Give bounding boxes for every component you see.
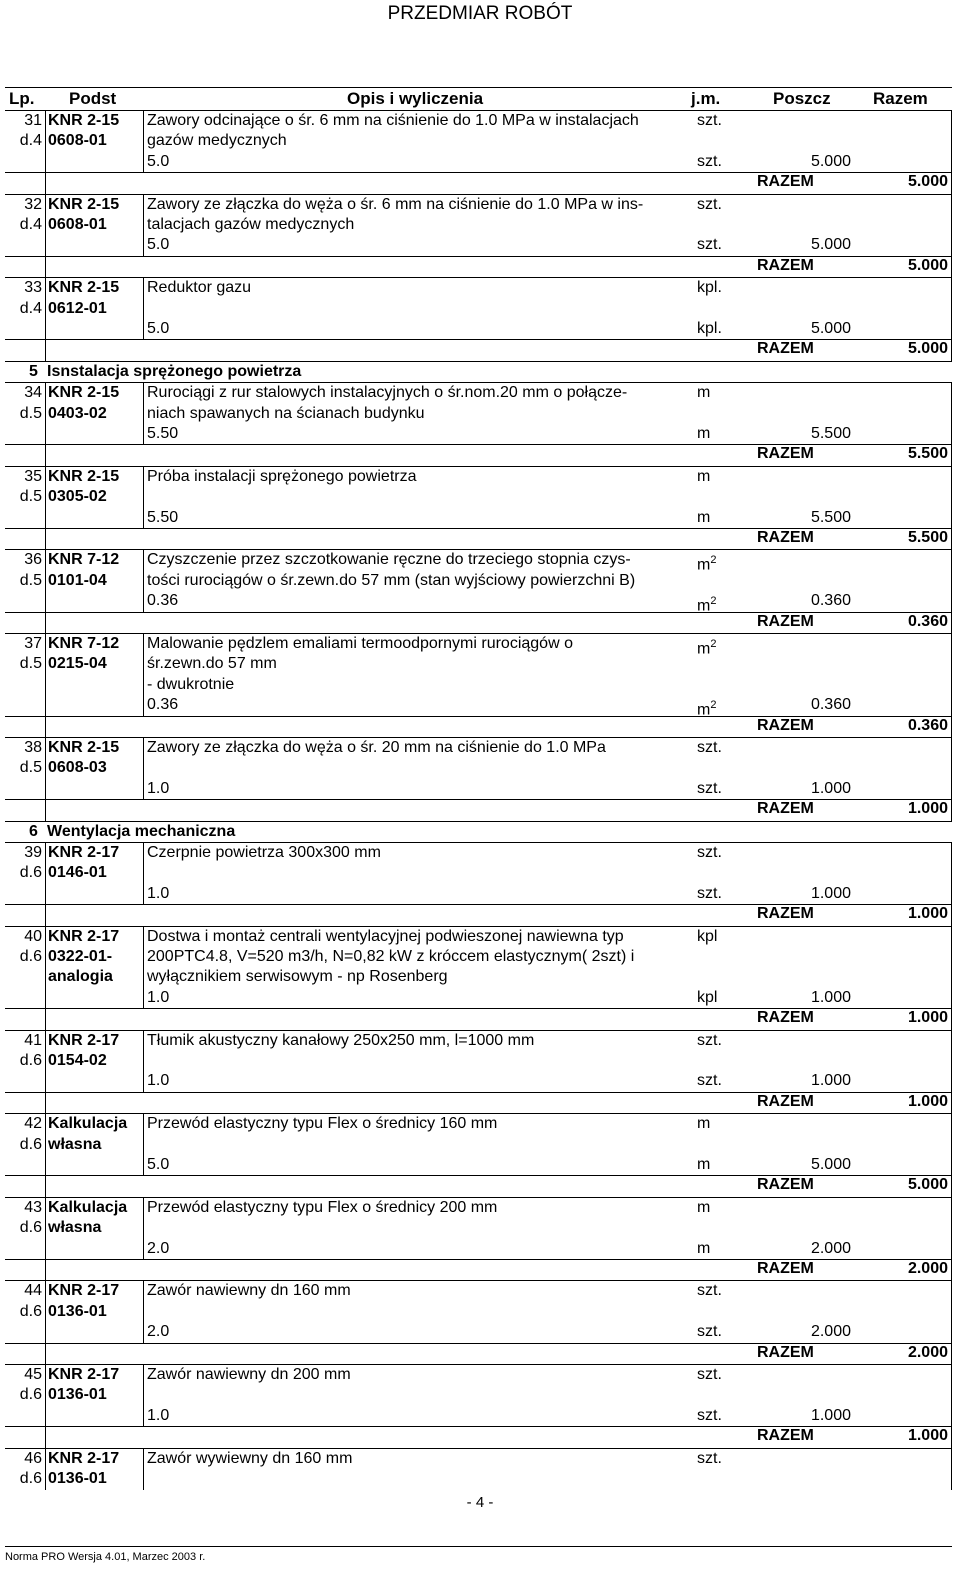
subtotal-divider [5,172,952,173]
column-divider [951,111,952,194]
description-line: Przewód elastyczny typu Flex o średnicy 160 mm [147,1115,498,1133]
unit-superscript: 2 [710,637,717,650]
position-number: 36 [24,551,42,569]
basis-note: analogia [48,968,113,986]
subtotal-divider [5,612,952,613]
position-number: 34 [24,384,42,402]
description-line: Zawór wywiewny dn 160 mm [147,1449,353,1467]
basis-table: własna [48,1219,102,1237]
unit-superscript: 2 [710,595,717,608]
calculation-unit: m [697,1155,711,1173]
footer-divider [5,1546,952,1547]
section-ref: d.6 [19,1051,42,1069]
column-divider [143,550,144,611]
position-number: 32 [24,195,42,213]
basis-table: 0305-02 [48,488,107,506]
unit-superscript: 2 [710,699,717,712]
calculation-unit: m [697,1239,711,1257]
column-divider [143,1031,144,1092]
unit: szt. [697,1365,722,1383]
calculation: 5.0 [147,152,170,170]
subtotal-divider [5,716,952,717]
total-quantity: 1.000 [907,800,948,818]
partial-quantity: 5.500 [810,508,851,526]
description-line: Zawór nawiewny dn 200 mm [147,1365,351,1383]
subtotal-divider [5,1092,952,1093]
position-number: 31 [24,112,42,129]
calculation: 5.0 [147,236,170,254]
basis-table: 0215-04 [48,655,107,673]
total-quantity: 5.000 [907,340,948,358]
column-divider [45,738,46,821]
total-quantity: 0.360 [907,716,948,734]
basis-code: KNR 2-17 [48,1449,120,1467]
header-razem: Razem [873,89,928,108]
position-row [5,634,952,738]
calculation: 2.0 [147,1323,170,1341]
basis-code: KNR 7-12 [48,551,120,569]
header-podst: Podst [69,89,117,108]
position-row [5,383,952,467]
column-divider [45,383,46,466]
calculation-unit: szt. [697,236,722,254]
description-line: gazów medycznych [147,132,287,150]
column-divider [143,467,144,528]
section-ref: d.6 [19,1469,42,1487]
subtotal-divider [5,1175,952,1176]
description-line: Dostwa i montaż centrali wentylacyjnej podwieszonej nawiewna typ [147,927,624,945]
unit: szt. [697,1282,722,1300]
subtotal-divider [5,1426,952,1427]
column-divider [951,1031,952,1114]
calculation-unit: $m^2$ [697,595,717,615]
basis-code: KNR 2-15 [48,384,120,402]
total-quantity: 1.000 [907,1092,948,1110]
calculation-unit: szt. [697,884,722,902]
subtotal-divider [5,1343,952,1344]
partial-quantity: 1.000 [810,1072,851,1090]
column-divider [951,927,952,1030]
description-line: tości rurociągów o śr.zewn.do 57 mm (stan wyjściowy powierzchni B) [147,571,636,589]
description-line: Czyszczenie przez szczotkowanie ręczne do trzeciego stopnia czys- [147,551,631,569]
calculation-unit: kpl. [697,319,722,337]
basis-table: 0154-02 [48,1051,107,1069]
basis-table: 0608-01 [48,132,107,150]
column-divider [951,1114,952,1197]
calculation: 0.36 [147,696,179,714]
description-line: Rurociągi z rur stalowych instalacyjnych o śr.nom.20 mm o połącze- [147,384,628,402]
calculation: 2.0 [147,1239,170,1257]
total-label: RAZEM [757,612,814,630]
calculation: 0.36 [147,592,179,610]
total-label: RAZEM [757,1092,814,1110]
basis-table: 0608-03 [48,759,107,777]
partial-quantity: 1.000 [810,988,851,1006]
column-divider [143,278,144,339]
column-divider [45,1281,46,1364]
column-divider [45,1031,46,1114]
position-number: 46 [24,1449,42,1467]
partial-quantity: 2.000 [810,1323,851,1341]
partial-quantity: 5.000 [810,236,851,254]
position-row [5,467,952,551]
calculation-unit: szt. [697,1406,722,1424]
basis-table: 0136-01 [48,1302,107,1320]
description-line: wyłącznikiem serwisowym - np Rosenberg [147,968,448,986]
position-number: 44 [24,1282,42,1300]
column-divider [951,634,952,737]
calculation-unit: szt. [697,1072,722,1090]
description-line: niach spawanych na ścianach budynku [147,404,425,422]
unit: szt. [697,1449,722,1467]
position-row [5,195,952,279]
total-quantity: 2.000 [907,1259,948,1277]
total-label: RAZEM [757,1427,814,1445]
basis-code: Kalkulacja [48,1115,128,1133]
total-quantity: 1.000 [907,1009,948,1027]
position-row [5,1281,952,1365]
position-row [5,738,952,822]
unit: szt. [697,112,722,129]
calculation-unit: szt. [697,1323,722,1341]
unit: szt. [697,195,722,213]
page-number: - 4 - [466,1494,494,1511]
total-quantity: 1.000 [907,1427,948,1445]
unit: szt. [697,738,722,756]
basis-code: KNR 2-17 [48,1031,120,1049]
unit: m [697,1115,711,1133]
subtotal-divider [5,1008,952,1009]
total-quantity: 2.000 [907,1343,948,1361]
basis-code: KNR 2-17 [48,843,120,861]
total-quantity: 5.000 [907,256,948,274]
basis-table: 0136-01 [48,1469,107,1487]
column-divider [45,195,46,278]
basis-code: KNR 2-15 [48,467,120,485]
column-divider [45,634,46,737]
calculation-unit: szt. [697,152,722,170]
column-divider [143,383,144,444]
column-divider [951,383,952,466]
partial-quantity: 0.360 [810,592,851,610]
partial-quantity: 5.000 [810,319,851,337]
section-ref: d.6 [19,1135,42,1153]
section-ref: d.6 [19,947,42,965]
description-line: Próba instalacji sprężonego powietrza [147,467,417,485]
partial-quantity: 1.000 [810,884,851,902]
total-label: RAZEM [757,340,814,358]
basis-code: KNR 2-15 [48,279,120,297]
position-number: 41 [24,1031,42,1049]
total-label: RAZEM [757,1343,814,1361]
position-number: 40 [24,927,42,945]
section-label: Isnstalacja sprężonego powietrza [47,362,302,380]
column-divider [143,1449,144,1491]
column-divider [45,550,46,633]
column-divider [951,1198,952,1281]
total-label: RAZEM [757,1259,814,1277]
description-line: śr.zewn.do 57 mm [147,655,277,673]
column-divider [143,111,144,172]
column-divider [951,550,952,633]
partial-quantity: 5.000 [810,152,851,170]
calculation-unit: m [697,424,711,442]
partial-quantity: 1.000 [810,1406,851,1424]
position-number: 37 [24,634,42,652]
basis-code: KNR 7-12 [48,634,120,652]
description-line: Przewód elastyczny typu Flex o średnicy 200 mm [147,1198,498,1216]
section-ref: d.5 [19,571,42,589]
calculation: 5.50 [147,508,179,526]
section-ref: d.4 [19,132,42,150]
section-ref: d.4 [19,299,42,317]
partial-quantity: 5.500 [810,424,851,442]
total-quantity: 5.500 [907,528,948,546]
column-divider [45,111,46,194]
basis-code: KNR 2-17 [48,1365,120,1383]
calculation-unit: szt. [697,779,722,797]
position-row [5,1031,952,1115]
total-label: RAZEM [757,905,814,923]
total-label: RAZEM [757,256,814,274]
subtotal-divider [5,1259,952,1260]
column-divider [143,843,144,904]
total-label: RAZEM [757,1009,814,1027]
total-label: RAZEM [757,173,814,191]
column-divider [951,1449,952,1491]
unit: m [697,384,711,402]
column-divider [951,843,952,926]
total-label: RAZEM [757,528,814,546]
total-label: RAZEM [757,1176,814,1194]
column-divider [143,738,144,799]
section-row [5,362,952,383]
position-number: 45 [24,1365,42,1383]
table-header [5,87,952,111]
position-number: 43 [24,1198,42,1216]
column-divider [45,1449,46,1491]
subtotal-divider [5,528,952,529]
basis-table: własna [48,1135,102,1153]
section-row [5,822,952,843]
unit: szt. [697,843,722,861]
basis-table: 0101-04 [48,571,107,589]
column-divider [951,467,952,550]
basis-code: KNR 2-15 [48,195,120,213]
basis-table: 0403-02 [48,404,107,422]
unit: $m^2$ [697,554,717,574]
description-line: Zawory ze złączka do węża o śr. 6 mm na ciśnienie do 1.0 MPa w ins- [147,195,644,213]
calculation: 1.0 [147,884,170,902]
partial-quantity: 1.000 [810,779,851,797]
column-divider [45,467,46,550]
total-quantity: 5.500 [907,445,948,463]
column-divider [143,634,144,716]
section-ref: d.4 [19,215,42,233]
position-row [5,927,952,1031]
header-poszcz: Poszcz [773,89,831,108]
column-divider [45,927,46,1030]
position-row-partial [5,1449,952,1491]
subtotal-divider [5,339,952,340]
section-ref: d.5 [19,488,42,506]
partial-quantity: 2.000 [810,1239,851,1257]
unit: m [697,467,711,485]
description-line: talacjach gazów medycznych [147,215,355,233]
column-divider [143,1281,144,1342]
description-line: Zawory odcinające o śr. 6 mm na ciśnienie do 1.0 MPa w instalacjach [147,112,639,129]
header-jm: j.m. [691,89,721,108]
description-line: Zawór nawiewny dn 160 mm [147,1282,351,1300]
subtotal-divider [5,799,952,800]
basis-code: KNR 2-17 [48,1282,120,1300]
basis-code: KNR 2-15 [48,112,120,129]
column-divider [143,1114,144,1175]
total-quantity: 5.000 [907,1176,948,1194]
subtotal-divider [5,444,952,445]
position-row [5,843,952,927]
unit: szt. [697,1031,722,1049]
calculation: 1.0 [147,779,170,797]
footer-note: Norma PRO Wersja 4.01, Marzec 2003 r. [5,1551,206,1563]
basis-table: 0146-01 [48,864,107,882]
description-line: Tłumik akustyczny kanałowy 250x250 mm, l=1000 mm [147,1031,535,1049]
column-divider [951,278,952,361]
unit: kpl. [697,279,722,297]
basis-table: 0608-01 [48,215,107,233]
calculation: 5.0 [147,319,170,337]
position-number: 33 [24,279,42,297]
position-number: 35 [24,467,42,485]
unit: $m^2$ [697,637,717,658]
unit-superscript: 2 [710,554,717,567]
header-opis: Opis i wyliczenia [347,89,484,108]
calculation: 5.50 [147,424,179,442]
total-quantity: 1.000 [907,905,948,923]
subtotal-divider [5,904,952,905]
section-ref: d.6 [19,864,42,882]
section-number: 6 [29,822,38,840]
column-divider [45,1114,46,1197]
total-label: RAZEM [757,445,814,463]
total-label: RAZEM [757,716,814,734]
description-line: Zawory ze złączka do węża o śr. 20 mm na ciśnienie do 1.0 MPa [147,738,606,756]
page-title: PRZEDMIAR ROBÓT [387,3,573,24]
position-number: 38 [24,738,42,756]
section-ref: d.6 [19,1302,42,1320]
column-divider [143,927,144,1009]
description-line: Czerpnie powietrza 300x300 mm [147,843,381,861]
position-number: 39 [24,843,42,861]
unit: m [697,1198,711,1216]
basis-table: 0136-01 [48,1386,107,1404]
section-label: Wentylacja mechaniczna [47,822,236,840]
position-row [5,278,952,362]
column-divider [45,843,46,926]
section-ref: d.6 [19,1386,42,1404]
column-divider [45,1365,46,1448]
description-line: 200PTC4.8, V=520 m3/h, N=0,82 kW z króccem elastycznym( 2szt) i [147,947,635,965]
partial-quantity: 0.360 [810,696,851,714]
section-ref: d.5 [19,759,42,777]
basis-code: KNR 2-15 [48,738,120,756]
position-number: 42 [24,1115,42,1133]
column-divider [143,195,144,256]
calculation: 1.0 [147,988,170,1006]
total-quantity: 5.000 [907,173,948,191]
total-label: RAZEM [757,800,814,818]
position-row [5,1198,952,1282]
column-divider [951,1365,952,1448]
column-divider [143,1198,144,1259]
header-lp: Lp. [9,89,35,108]
section-ref: d.6 [19,1219,42,1237]
column-divider [45,278,46,361]
calculation-unit: m [697,508,711,526]
bill-of-quantities-table [5,87,952,1490]
partial-quantity: 5.000 [810,1155,851,1173]
calculation-unit: kpl [697,988,718,1006]
basis-table: 0612-01 [48,299,107,317]
basis-code: KNR 2-17 [48,927,120,945]
total-quantity: 0.360 [907,612,948,630]
position-row [5,111,952,195]
position-row [5,1114,952,1198]
position-row [5,550,952,634]
description-line: Reduktor gazu [147,279,252,297]
position-row [5,1365,952,1449]
description-line: Malowanie pędzlem emaliami termoodpornymi rurociągów o [147,634,573,652]
calculation-unit: $m^2$ [697,699,717,719]
basis-table: 0322-01- [48,947,113,965]
column-divider [45,1198,46,1281]
calculation: 5.0 [147,1155,170,1173]
subtotal-divider [5,256,952,257]
column-divider [951,738,952,821]
basis-code: Kalkulacja [48,1198,128,1216]
calculation: 1.0 [147,1406,170,1424]
column-divider [951,1281,952,1364]
column-divider [143,1365,144,1426]
section-ref: d.5 [19,655,42,673]
unit: kpl [697,927,718,945]
calculation: 1.0 [147,1072,170,1090]
column-divider [951,195,952,278]
section-number: 5 [29,362,38,380]
section-ref: d.5 [19,404,42,422]
description-line: - dwukrotnie [147,675,235,693]
